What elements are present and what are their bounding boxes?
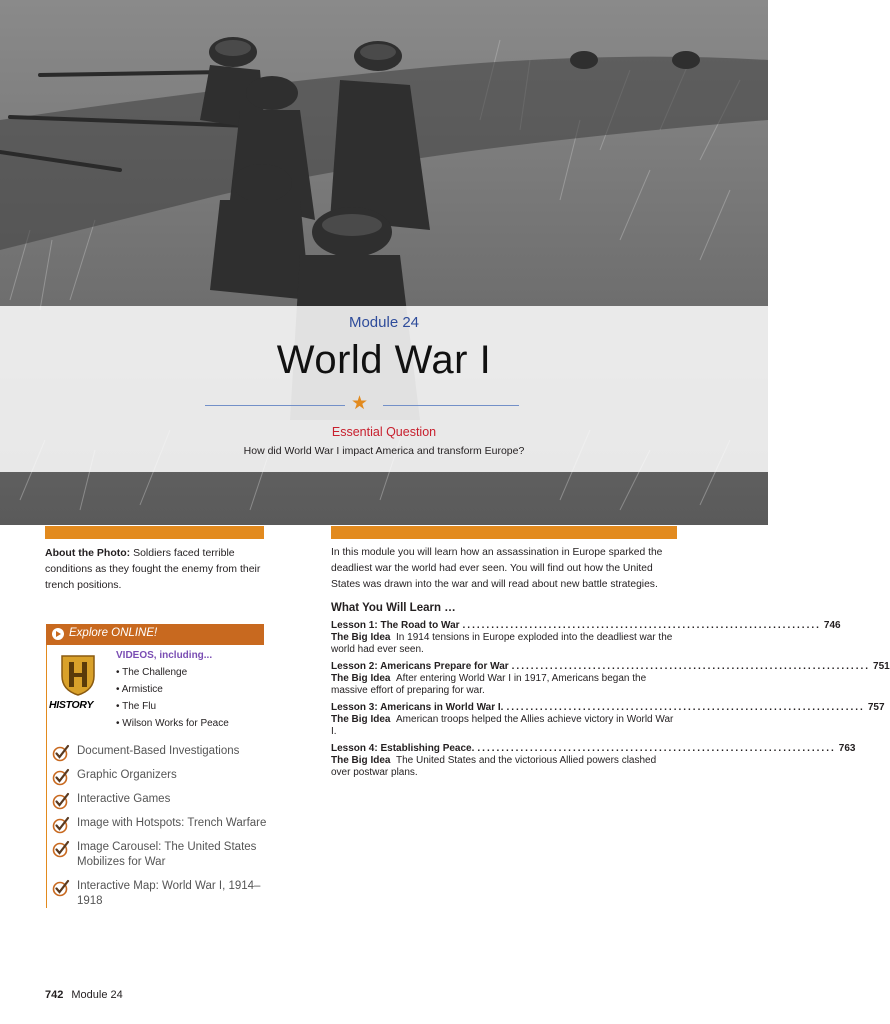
essential-question-label: Essential Question	[331, 425, 437, 439]
explore-side-rule	[46, 645, 47, 908]
module-intro: In this module you will learn how an assassination in Europe sparked the deadliest war the world had ever seen. You will find out how the United States was drawn into the war and will read about new battle strategies.	[331, 547, 663, 590]
page-footer	[45, 989, 123, 1001]
history-h-icon	[58, 654, 98, 696]
divider-right	[383, 405, 519, 406]
videos-heading: VIDEOS, including...	[116, 650, 213, 661]
explore-online-label: Explore ONLINE!	[69, 627, 158, 639]
lesson-page: 751	[873, 661, 890, 672]
big-idea-label: The Big Idea	[331, 673, 391, 684]
about-photo-text: Soldiers faced terrible conditions as they fought the enemy from their trench positions.	[45, 547, 261, 591]
history-logo-text: HISTORY	[49, 699, 94, 711]
lesson-page: 757	[867, 702, 885, 713]
lesson-title: Lesson 2: Americans Prepare for War	[331, 661, 509, 672]
about-photo	[45, 545, 267, 593]
big-idea-text: After entering World War I in 1917, Americans began the massive effort of preparing for war.	[331, 673, 647, 696]
what-you-will-learn-heading: What You Will Learn …	[331, 602, 456, 614]
left-accent-bar	[45, 526, 264, 539]
resource-label: Graphic Organizers	[77, 769, 177, 781]
resource-item[interactable]	[52, 879, 272, 909]
lesson-entry[interactable]: Lesson 3: Americans in World War I. ........................................................................... 757 The Big Idea American troops helped the Allies achieve victory in World War I.	[331, 702, 885, 737]
video-item[interactable]: • The Flu	[116, 700, 229, 717]
lesson-list	[331, 620, 890, 784]
resource-label: Interactive Games	[77, 793, 171, 805]
big-idea-text: American troops helped the Allies achieve victory in World War I.	[331, 714, 674, 737]
check-circle-icon	[52, 792, 70, 810]
module-title: World War I	[276, 338, 492, 382]
lesson-entry[interactable]: Lesson 2: Americans Prepare for War ........................................................................... 751 The Big Idea After entering World War I in 1917, Americans began the massive effort of preparing for war.	[331, 661, 890, 696]
resource-label: Image with Hotspots: Trench Warfare	[77, 817, 267, 829]
lesson-page: 763	[838, 743, 856, 754]
resource-item[interactable]	[52, 840, 272, 870]
lesson-title: Lesson 4: Establishing Peace.	[331, 743, 475, 754]
module-label: Module 24	[348, 314, 420, 331]
lesson-title: Lesson 3: Americans in World War I.	[331, 702, 504, 713]
resource-item[interactable]	[52, 816, 272, 831]
lesson-entry[interactable]: Lesson 4: Establishing Peace. ........................................................................... 763 The Big Idea The United States and the victorious Allied powers clashed over postwar plans.	[331, 743, 856, 778]
star-icon: ★	[351, 393, 369, 414]
explore-online-header[interactable]	[46, 624, 264, 645]
footer-module: Module 24	[71, 989, 123, 1001]
video-item[interactable]: • The Challenge	[116, 666, 229, 683]
big-idea-text: In 1914 tensions in Europe exploded into the deadliest war the world had ever seen.	[331, 632, 673, 655]
resource-item[interactable]	[52, 768, 272, 783]
big-idea-label: The Big Idea	[331, 714, 391, 725]
resource-label: Interactive Map: World War I, 1914–1918	[77, 880, 261, 907]
essential-question: How did World War I impact America and transform Europe?	[243, 445, 525, 457]
about-photo-label: About the Photo:	[45, 547, 131, 559]
history-logo	[49, 654, 109, 714]
resource-label: Document-Based Investigations	[77, 745, 240, 757]
resource-item[interactable]	[52, 744, 272, 759]
big-idea-label: The Big Idea	[331, 755, 391, 766]
explore-resources-list	[52, 744, 272, 918]
lesson-page: 746	[823, 620, 841, 631]
big-idea-text: The United States and the victorious Allied powers clashed over postwar plans.	[331, 755, 657, 778]
page-number: 742	[45, 989, 64, 1001]
resource-item[interactable]	[52, 792, 272, 807]
check-circle-icon	[52, 768, 70, 786]
check-circle-icon	[52, 816, 70, 834]
check-circle-icon	[52, 744, 70, 762]
lesson-title: Lesson 1: The Road to War	[331, 620, 460, 631]
video-item[interactable]: • Armistice	[116, 683, 229, 700]
video-item[interactable]: • Wilson Works for Peace	[116, 717, 229, 734]
big-idea-label: The Big Idea	[331, 632, 391, 643]
divider-left	[205, 405, 345, 406]
video-list	[116, 666, 229, 734]
check-circle-icon	[52, 840, 70, 858]
resource-label: Image Carousel: The United States Mobilizes for War	[77, 841, 257, 868]
lesson-entry[interactable]: Lesson 1: The Road to War ........................................................................... 746 The Big Idea In 1914 tensions in Europe exploded into the deadliest war the world had ever seen.	[331, 620, 841, 655]
play-icon	[52, 628, 64, 640]
check-circle-icon	[52, 879, 70, 897]
right-accent-bar	[331, 526, 677, 539]
